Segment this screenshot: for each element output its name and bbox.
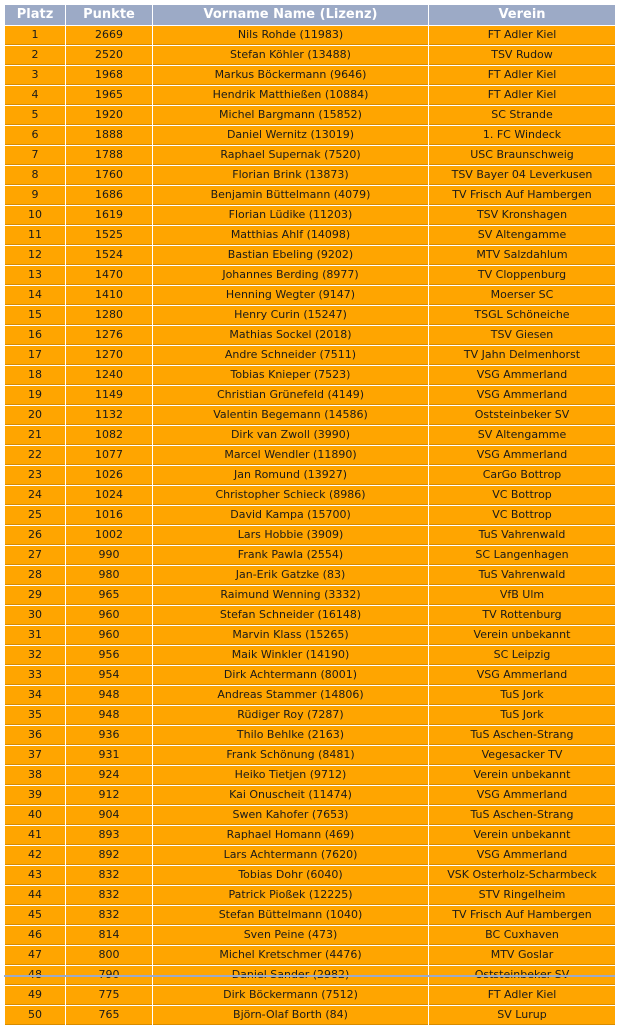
table-row	[5, 446, 615, 465]
cell-verein: TuS Jork	[429, 706, 615, 725]
cell-punkte: 1132	[66, 406, 152, 425]
cell-verein: SC Langenhagen	[429, 546, 615, 565]
cell-name: Florian Lüdike (11203)	[153, 206, 428, 225]
table-row	[5, 586, 615, 605]
cell-verein: Verein unbekannt	[429, 826, 615, 845]
cell-verein: USC Braunschweig	[429, 146, 615, 165]
cell-verein: TSV Giesen	[429, 326, 615, 345]
cell-name: Matthias Ahlf (14098)	[153, 226, 428, 245]
cell-name: Stefan Köhler (13488)	[153, 46, 428, 65]
cell-punkte: 1280	[66, 306, 152, 325]
cell-punkte: 904	[66, 806, 152, 825]
table-row	[5, 346, 615, 365]
cell-platz: 6	[5, 126, 65, 145]
cell-punkte: 1619	[66, 206, 152, 225]
cell-verein: VSG Ammerland	[429, 366, 615, 385]
column-header-punkte[interactable]: Punkte	[66, 5, 152, 25]
cell-verein: TSV Kronshagen	[429, 206, 615, 225]
table-row	[5, 846, 615, 865]
table-body	[5, 26, 615, 1025]
cell-verein: Vegesacker TV	[429, 746, 615, 765]
cell-punkte: 1002	[66, 526, 152, 545]
cell-punkte: 814	[66, 926, 152, 945]
cell-name: Stefan Büttelmann (1040)	[153, 906, 428, 925]
cell-punkte: 990	[66, 546, 152, 565]
cell-name: Raphael Homann (469)	[153, 826, 428, 845]
column-header-platz[interactable]: Platz	[5, 5, 65, 25]
table-row	[5, 906, 615, 925]
cell-punkte: 832	[66, 886, 152, 905]
cell-platz: 24	[5, 486, 65, 505]
cell-punkte: 1016	[66, 506, 152, 525]
cell-punkte: 1788	[66, 146, 152, 165]
cell-platz: 13	[5, 266, 65, 285]
table-row	[5, 1006, 615, 1025]
cell-name: Frank Schönung (8481)	[153, 746, 428, 765]
table-row	[5, 86, 615, 105]
table-row	[5, 246, 615, 265]
cell-punkte: 2669	[66, 26, 152, 45]
cell-name: Christopher Schieck (8986)	[153, 486, 428, 505]
cell-platz: 15	[5, 306, 65, 325]
cell-name: Patrick Pioßek (12225)	[153, 886, 428, 905]
cell-name: David Kampa (15700)	[153, 506, 428, 525]
cell-name: Valentin Begemann (14586)	[153, 406, 428, 425]
cell-name: Markus Böckermann (9646)	[153, 66, 428, 85]
cell-name: Tobias Dohr (6040)	[153, 866, 428, 885]
table-row	[5, 746, 615, 765]
cell-verein: VSG Ammerland	[429, 386, 615, 405]
cell-verein: TV Rottenburg	[429, 606, 615, 625]
cell-platz: 45	[5, 906, 65, 925]
table-row	[5, 886, 615, 905]
cell-verein: TSGL Schöneiche	[429, 306, 615, 325]
table-row	[5, 206, 615, 225]
cell-name: Kai Onuscheit (11474)	[153, 786, 428, 805]
column-header-verein[interactable]: Verein	[429, 5, 615, 25]
column-header-name[interactable]: Vorname Name (Lizenz)	[153, 5, 428, 25]
cell-verein: FT Adler Kiel	[429, 26, 615, 45]
cell-name: Henning Wegter (9147)	[153, 286, 428, 305]
cell-name: Jan Romund (13927)	[153, 466, 428, 485]
cell-punkte: 931	[66, 746, 152, 765]
cell-punkte: 800	[66, 946, 152, 965]
table-header	[5, 5, 615, 25]
cell-platz: 19	[5, 386, 65, 405]
cell-name: Maik Winkler (14190)	[153, 646, 428, 665]
cell-verein: TuS Vahrenwald	[429, 566, 615, 585]
cell-verein: STV Ringelheim	[429, 886, 615, 905]
cell-punkte: 832	[66, 906, 152, 925]
cell-platz: 38	[5, 766, 65, 785]
cell-punkte: 1024	[66, 486, 152, 505]
cell-punkte: 960	[66, 606, 152, 625]
cell-punkte: 948	[66, 706, 152, 725]
cell-name: Johannes Berding (8977)	[153, 266, 428, 285]
cell-name: Florian Brink (13873)	[153, 166, 428, 185]
cell-punkte: 2520	[66, 46, 152, 65]
cell-platz: 12	[5, 246, 65, 265]
cell-verein: VSG Ammerland	[429, 446, 615, 465]
cell-verein: TuS Jork	[429, 686, 615, 705]
table-row	[5, 986, 615, 1005]
table-row	[5, 186, 615, 205]
cell-platz: 37	[5, 746, 65, 765]
cell-punkte: 1920	[66, 106, 152, 125]
cell-punkte: 765	[66, 1006, 152, 1025]
table-row	[5, 386, 615, 405]
cell-name: Jan-Erik Gatzke (83)	[153, 566, 428, 585]
cell-platz: 2	[5, 46, 65, 65]
cell-punkte: 893	[66, 826, 152, 845]
cell-verein: FT Adler Kiel	[429, 66, 615, 85]
table-row	[5, 506, 615, 525]
table-row	[5, 726, 615, 745]
cell-verein: TSV Rudow	[429, 46, 615, 65]
table-row	[5, 286, 615, 305]
table-row	[5, 66, 615, 85]
cell-platz: 7	[5, 146, 65, 165]
cell-name: Marvin Klass (15265)	[153, 626, 428, 645]
cell-platz: 32	[5, 646, 65, 665]
cell-verein: FT Adler Kiel	[429, 986, 615, 1005]
cell-punkte: 1240	[66, 366, 152, 385]
cell-platz: 36	[5, 726, 65, 745]
cell-platz: 1	[5, 26, 65, 45]
table-bottom-rule	[4, 975, 615, 977]
cell-name: Lars Achtermann (7620)	[153, 846, 428, 865]
cell-verein: VSG Ammerland	[429, 846, 615, 865]
cell-platz: 25	[5, 506, 65, 525]
cell-verein: TV Frisch Auf Hambergen	[429, 906, 615, 925]
cell-platz: 3	[5, 66, 65, 85]
table-row	[5, 686, 615, 705]
cell-name: Dirk Böckermann (7512)	[153, 986, 428, 1005]
table-row	[5, 306, 615, 325]
table-row	[5, 466, 615, 485]
cell-verein: FT Adler Kiel	[429, 86, 615, 105]
cell-name: Andreas Stammer (14806)	[153, 686, 428, 705]
table-row	[5, 226, 615, 245]
cell-platz: 35	[5, 706, 65, 725]
header-row	[5, 5, 615, 25]
cell-verein: Verein unbekannt	[429, 626, 615, 645]
table-row	[5, 106, 615, 125]
cell-punkte: 1524	[66, 246, 152, 265]
cell-platz: 40	[5, 806, 65, 825]
cell-platz: 49	[5, 986, 65, 1005]
cell-verein: SV Altengamme	[429, 426, 615, 445]
cell-platz: 39	[5, 786, 65, 805]
cell-punkte: 1965	[66, 86, 152, 105]
table-row	[5, 766, 615, 785]
cell-name: Mathias Sockel (2018)	[153, 326, 428, 345]
table-row	[5, 486, 615, 505]
table-row	[5, 866, 615, 885]
cell-verein: VC Bottrop	[429, 486, 615, 505]
cell-verein: TuS Vahrenwald	[429, 526, 615, 545]
cell-name: Marcel Wendler (11890)	[153, 446, 428, 465]
cell-platz: 34	[5, 686, 65, 705]
table-row	[5, 926, 615, 945]
cell-verein: SV Altengamme	[429, 226, 615, 245]
table-row	[5, 526, 615, 545]
cell-punkte: 912	[66, 786, 152, 805]
cell-verein: TV Jahn Delmenhorst	[429, 346, 615, 365]
cell-punkte: 1686	[66, 186, 152, 205]
table-row	[5, 146, 615, 165]
table-row	[5, 366, 615, 385]
cell-name: Lars Hobbie (3909)	[153, 526, 428, 545]
cell-verein: SV Lurup	[429, 1006, 615, 1025]
cell-verein: SC Strande	[429, 106, 615, 125]
cell-platz: 16	[5, 326, 65, 345]
cell-punkte: 936	[66, 726, 152, 745]
table-row	[5, 646, 615, 665]
cell-platz: 18	[5, 366, 65, 385]
table-row	[5, 826, 615, 845]
cell-punkte: 1888	[66, 126, 152, 145]
cell-punkte: 980	[66, 566, 152, 585]
table-row	[5, 326, 615, 345]
cell-verein: VC Bottrop	[429, 506, 615, 525]
table-row	[5, 406, 615, 425]
cell-platz: 31	[5, 626, 65, 645]
cell-verein: VSG Ammerland	[429, 666, 615, 685]
cell-name: Bastian Ebeling (9202)	[153, 246, 428, 265]
cell-platz: 30	[5, 606, 65, 625]
cell-name: Sven Peine (473)	[153, 926, 428, 945]
cell-punkte: 960	[66, 626, 152, 645]
table-row	[5, 626, 615, 645]
cell-name: Michel Kretschmer (4476)	[153, 946, 428, 965]
table-row	[5, 26, 615, 45]
cell-verein: VfB Ulm	[429, 586, 615, 605]
cell-platz: 5	[5, 106, 65, 125]
table-row	[5, 546, 615, 565]
cell-verein: BC Cuxhaven	[429, 926, 615, 945]
table-row	[5, 666, 615, 685]
cell-name: Andre Schneider (7511)	[153, 346, 428, 365]
cell-punkte: 1525	[66, 226, 152, 245]
cell-punkte: 954	[66, 666, 152, 685]
cell-platz: 17	[5, 346, 65, 365]
cell-platz: 4	[5, 86, 65, 105]
cell-name: Swen Kahofer (7653)	[153, 806, 428, 825]
cell-name: Nils Rohde (11983)	[153, 26, 428, 45]
cell-name: Dirk van Zwoll (3990)	[153, 426, 428, 445]
cell-punkte: 948	[66, 686, 152, 705]
cell-punkte: 1968	[66, 66, 152, 85]
table-row	[5, 46, 615, 65]
cell-verein: MTV Salzdahlum	[429, 246, 615, 265]
cell-name: Björn-Olaf Borth (84)	[153, 1006, 428, 1025]
table-row	[5, 946, 615, 965]
cell-platz: 26	[5, 526, 65, 545]
cell-platz: 47	[5, 946, 65, 965]
cell-platz: 21	[5, 426, 65, 445]
cell-platz: 8	[5, 166, 65, 185]
cell-name: Stefan Schneider (16148)	[153, 606, 428, 625]
cell-platz: 42	[5, 846, 65, 865]
cell-verein: Verein unbekannt	[429, 766, 615, 785]
cell-punkte: 1149	[66, 386, 152, 405]
cell-platz: 20	[5, 406, 65, 425]
cell-verein: VSK Osterholz-Scharmbeck	[429, 866, 615, 885]
cell-name: Raphael Supernak (7520)	[153, 146, 428, 165]
cell-name: Frank Pawla (2554)	[153, 546, 428, 565]
cell-verein: Oststeinbeker SV	[429, 406, 615, 425]
cell-verein: TuS Aschen-Strang	[429, 726, 615, 745]
cell-name: Heiko Tietjen (9712)	[153, 766, 428, 785]
cell-verein: CarGo Bottrop	[429, 466, 615, 485]
cell-verein: TV Cloppenburg	[429, 266, 615, 285]
cell-punkte: 1470	[66, 266, 152, 285]
cell-punkte: 1270	[66, 346, 152, 365]
table-row	[5, 806, 615, 825]
cell-punkte: 924	[66, 766, 152, 785]
cell-name: Daniel Wernitz (13019)	[153, 126, 428, 145]
cell-verein: SC Leipzig	[429, 646, 615, 665]
cell-name: Tobias Knieper (7523)	[153, 366, 428, 385]
cell-verein: VSG Ammerland	[429, 786, 615, 805]
cell-name: Dirk Achtermann (8001)	[153, 666, 428, 685]
table-row	[5, 706, 615, 725]
cell-verein: Moerser SC	[429, 286, 615, 305]
table-row	[5, 266, 615, 285]
cell-name: Christian Grünefeld (4149)	[153, 386, 428, 405]
cell-platz: 27	[5, 546, 65, 565]
cell-punkte: 892	[66, 846, 152, 865]
cell-platz: 23	[5, 466, 65, 485]
cell-name: Rüdiger Roy (7287)	[153, 706, 428, 725]
cell-verein: TV Frisch Auf Hambergen	[429, 186, 615, 205]
cell-name: Hendrik Matthießen (10884)	[153, 86, 428, 105]
cell-platz: 29	[5, 586, 65, 605]
cell-platz: 44	[5, 886, 65, 905]
cell-platz: 41	[5, 826, 65, 845]
cell-platz: 11	[5, 226, 65, 245]
cell-punkte: 1026	[66, 466, 152, 485]
cell-verein: 1. FC Windeck	[429, 126, 615, 145]
cell-punkte: 1276	[66, 326, 152, 345]
cell-platz: 33	[5, 666, 65, 685]
cell-punkte: 1077	[66, 446, 152, 465]
cell-platz: 10	[5, 206, 65, 225]
cell-platz: 28	[5, 566, 65, 585]
cell-punkte: 775	[66, 986, 152, 1005]
cell-platz: 14	[5, 286, 65, 305]
cell-punkte: 1760	[66, 166, 152, 185]
table-row	[5, 566, 615, 585]
table-row	[5, 166, 615, 185]
table-row	[5, 786, 615, 805]
table-row	[5, 126, 615, 145]
cell-platz: 46	[5, 926, 65, 945]
cell-punkte: 965	[66, 586, 152, 605]
table-row	[5, 426, 615, 445]
cell-name: Raimund Wenning (3332)	[153, 586, 428, 605]
cell-name: Henry Curin (15247)	[153, 306, 428, 325]
cell-verein: MTV Goslar	[429, 946, 615, 965]
cell-platz: 9	[5, 186, 65, 205]
cell-punkte: 1082	[66, 426, 152, 445]
ranking-table	[4, 4, 616, 1026]
cell-punkte: 1410	[66, 286, 152, 305]
table-row	[5, 606, 615, 625]
cell-platz: 22	[5, 446, 65, 465]
cell-punkte: 956	[66, 646, 152, 665]
cell-platz: 50	[5, 1006, 65, 1025]
cell-punkte: 832	[66, 866, 152, 885]
cell-verein: TuS Aschen-Strang	[429, 806, 615, 825]
cell-name: Michel Bargmann (15852)	[153, 106, 428, 125]
cell-verein: TSV Bayer 04 Leverkusen	[429, 166, 615, 185]
cell-name: Benjamin Büttelmann (4079)	[153, 186, 428, 205]
cell-platz: 43	[5, 866, 65, 885]
cell-name: Thilo Behlke (2163)	[153, 726, 428, 745]
